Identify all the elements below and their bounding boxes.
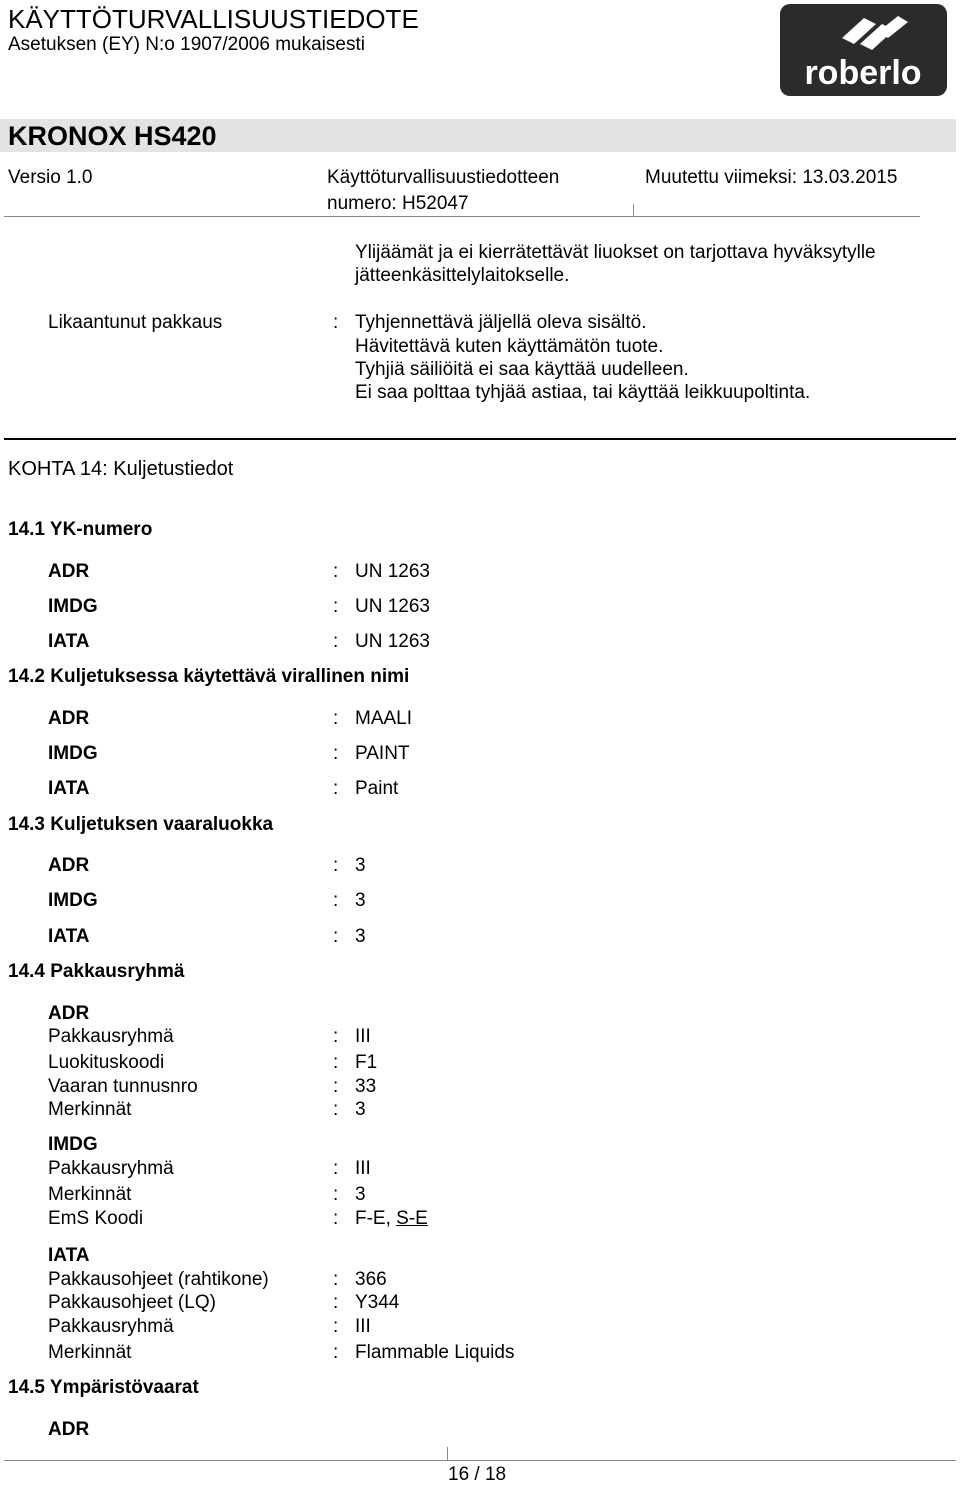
- row-value: III: [355, 1026, 371, 1047]
- colon: :: [333, 708, 339, 729]
- colon: :: [333, 596, 339, 617]
- contaminated-text-line: Tyhjiä säiliöitä ei saa käyttää uudelleen.: [355, 359, 689, 380]
- row-value: 33: [355, 1076, 377, 1097]
- document-subtitle: Asetuksen (EY) N:o 1907/2006 mukaisesti: [8, 34, 365, 55]
- subsection-heading: 14.3 Kuljetuksen vaaraluokka: [8, 814, 274, 835]
- ems-code-spill: S-E: [396, 1208, 428, 1229]
- row-value: III: [355, 1158, 371, 1179]
- roberlo-logo: [780, 4, 947, 96]
- row-value: Paint: [355, 778, 399, 799]
- ems-code-fire: F-E,: [355, 1208, 397, 1229]
- colon: :: [333, 1316, 339, 1337]
- row-label: ADR: [48, 708, 90, 729]
- row-value: 3: [355, 1099, 366, 1120]
- contaminated-packaging-label: Likaantunut pakkaus: [48, 312, 223, 333]
- row-value: Flammable Liquids: [355, 1342, 515, 1363]
- group-heading: ADR: [48, 1003, 90, 1024]
- contaminated-text-line: Ei saa polttaa tyhjää astiaa, tai käyttää leikkuupoltinta.: [355, 382, 811, 403]
- section-heading: KOHTA 14: Kuljetustiedot: [8, 458, 234, 480]
- row-label: IMDG: [48, 596, 98, 617]
- row-value: 3: [355, 890, 366, 911]
- row-label: Pakkausryhmä: [48, 1026, 174, 1047]
- colon: :: [333, 855, 339, 876]
- row-value: [355, 1208, 428, 1230]
- row-label: Merkinnät: [48, 1099, 132, 1120]
- row-value: 366: [355, 1269, 387, 1290]
- row-value: UN 1263: [355, 596, 430, 617]
- group-heading: IMDG: [48, 1134, 98, 1155]
- product-name: KRONOX HS420: [8, 121, 217, 151]
- row-value: MAALI: [355, 708, 413, 729]
- row-label: Luokituskoodi: [48, 1052, 165, 1073]
- colon: :: [333, 1342, 339, 1363]
- row-value: 3: [355, 926, 366, 947]
- row-label: Vaaran tunnusnro: [48, 1076, 198, 1097]
- colon: :: [333, 1076, 339, 1097]
- header-rule: [4, 216, 920, 217]
- row-label: Pakkausryhmä: [48, 1158, 174, 1179]
- logo-wordmark: roberlo: [804, 54, 922, 92]
- row-value: Y344: [355, 1292, 400, 1313]
- colon: :: [333, 1026, 339, 1047]
- row-label: Merkinnät: [48, 1342, 132, 1363]
- row-label: IATA: [48, 926, 90, 947]
- contaminated-text-line: Tyhjennettävä jäljellä oleva sisältö.: [355, 312, 647, 333]
- contaminated-text-line: Hävitettävä kuten käyttämätön tuote.: [355, 336, 664, 357]
- row-value: 3: [355, 1184, 366, 1205]
- colon: :: [333, 890, 339, 911]
- row-label: IMDG: [48, 890, 98, 911]
- revision-date: Muutettu viimeksi: 13.03.2015: [645, 167, 898, 188]
- subsection-heading: 14.4 Pakkausryhmä: [8, 961, 185, 982]
- row-label: Pakkausohjeet (rahtikone): [48, 1269, 269, 1290]
- footer-divider-tick: [447, 1447, 448, 1460]
- colon: :: [333, 926, 339, 947]
- colon: :: [333, 1292, 339, 1313]
- subsection-heading: 14.5 Ympäristövaarat: [8, 1377, 199, 1398]
- colon: :: [333, 631, 339, 652]
- colon: :: [333, 561, 339, 582]
- row-label: IATA: [48, 778, 90, 799]
- row-label: IMDG: [48, 743, 98, 764]
- colon: :: [333, 778, 339, 799]
- colon: :: [333, 1052, 339, 1073]
- sds-number-value: numero: H52047: [327, 193, 469, 214]
- header-divider-tick: [633, 204, 634, 216]
- section-rule: [4, 438, 956, 440]
- row-label: EmS Koodi: [48, 1208, 144, 1229]
- colon: :: [333, 1208, 339, 1229]
- row-value: PAINT: [355, 743, 410, 764]
- row-label: ADR: [48, 561, 90, 582]
- colon: :: [333, 743, 339, 764]
- row-label: Merkinnät: [48, 1184, 132, 1205]
- page-number: 16 / 18: [448, 1464, 507, 1485]
- group-heading: IATA: [48, 1245, 90, 1266]
- row-value: UN 1263: [355, 631, 430, 652]
- colon: :: [333, 1269, 339, 1290]
- row-value: III: [355, 1316, 371, 1337]
- disposal-text-line: Ylijäämät ja ei kierrätettävät liuokset on tarjottava hyväksytylle: [355, 242, 876, 263]
- colon: :: [333, 1184, 339, 1205]
- row-label: IATA: [48, 631, 90, 652]
- row-value: UN 1263: [355, 561, 430, 582]
- subsection-heading: 14.1 YK-numero: [8, 519, 153, 540]
- version-label: Versio 1.0: [8, 167, 93, 188]
- sds-number-label: Käyttöturvallisuustiedotteen: [327, 167, 560, 188]
- subsection-heading: 14.2 Kuljetuksessa käytettävä virallinen nimi: [8, 666, 410, 687]
- row-label: ADR: [48, 855, 90, 876]
- footer-rule: [4, 1460, 956, 1461]
- document-title: KÄYTTÖTURVALLISUUSTIEDOTE: [8, 4, 419, 34]
- row-label: ADR: [48, 1419, 90, 1440]
- row-label: Pakkausryhmä: [48, 1316, 174, 1337]
- row-value: F1: [355, 1052, 378, 1073]
- colon: :: [333, 312, 339, 333]
- row-label: Pakkausohjeet (LQ): [48, 1292, 216, 1313]
- colon: :: [333, 1099, 339, 1120]
- disposal-text-line: jätteenkäsittelylaitokselle.: [355, 265, 570, 286]
- row-value: 3: [355, 855, 366, 876]
- colon: :: [333, 1158, 339, 1179]
